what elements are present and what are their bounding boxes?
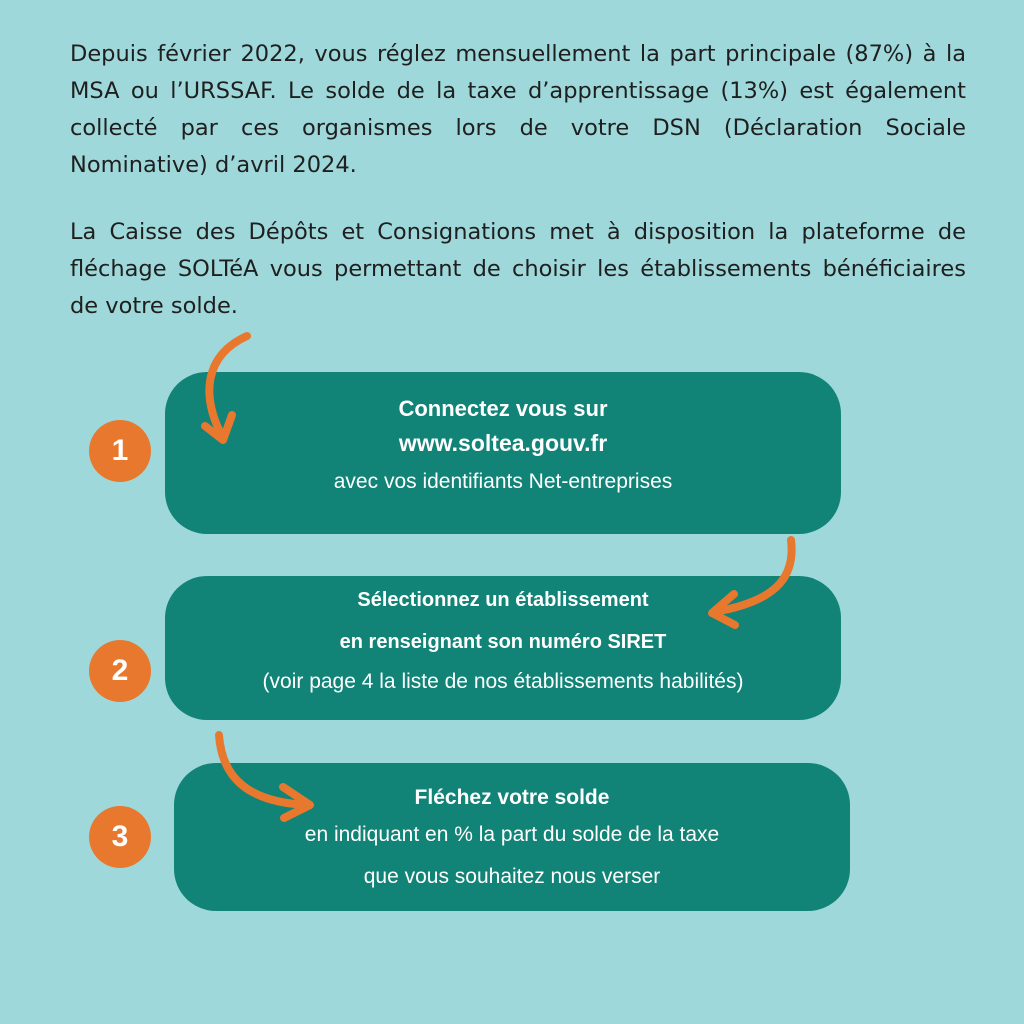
step-2-title: Sélectionnez un établissement bbox=[357, 589, 649, 611]
step-1-number-badge: 1 bbox=[89, 420, 151, 482]
step-3-description-line-2: que vous souhaitez nous verser bbox=[363, 865, 661, 888]
step-2-subtitle: en renseignant son numéro SIRET bbox=[339, 631, 667, 653]
step-1-box bbox=[165, 372, 841, 534]
intro-paragraph-1: Depuis février 2022, vous réglez mensuellement la part principale (87%) à la MSA ou l’URSSAF. Le solde de la taxe d’apprentissage (13%) est également collecté par ces organismes lors de votre DSN (Déclaration Sociale Nominative) d’avril 2024. bbox=[70, 41, 966, 178]
step-3-box bbox=[174, 763, 850, 911]
step-2-number-badge: 2 bbox=[89, 640, 151, 702]
step-2-description: (voir page 4 la liste de nos établissements habilités) bbox=[262, 670, 744, 693]
intro-paragraph-2: La Caisse des Dépôts et Consignations met à disposition la plateforme de fléchage SOLTéA vous permettant de choisir les établissements bénéficiaires de votre solde. bbox=[70, 219, 966, 319]
soltea-link[interactable]: www.soltea.gouv.fr bbox=[398, 430, 608, 456]
step-1-description: avec vos identifiants Net-entreprises bbox=[333, 470, 673, 493]
step-1-title: Connectez vous sur bbox=[398, 396, 608, 421]
step-3-number-badge: 3 bbox=[89, 806, 151, 868]
step-3-description-line-1: en indiquant en % la part du solde de la taxe bbox=[304, 823, 720, 846]
step-3-title: Fléchez votre solde bbox=[414, 786, 610, 809]
step-2-box bbox=[165, 576, 841, 720]
